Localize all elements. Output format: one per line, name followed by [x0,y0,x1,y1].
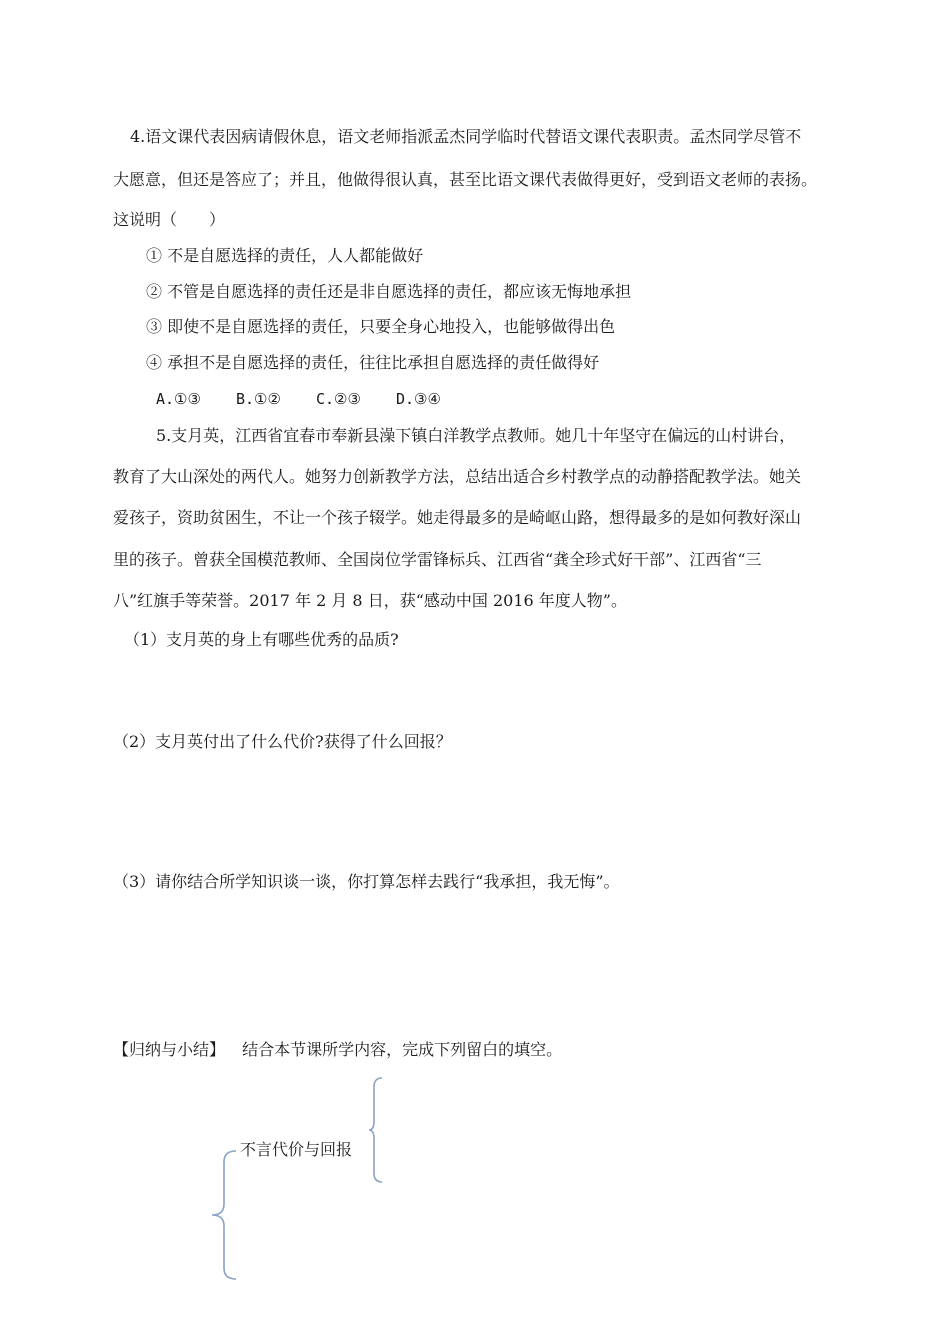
summary-heading: 【归纳与小结】 [113,1040,226,1059]
q4-option-d: D.③④ [396,390,441,408]
q4-item-4: ④ 承担不是自愿选择的责任，往往比承担自愿选择的责任做得好 [146,353,600,372]
q5-line-4: 里的孩子。曾获全国模范教师、全国岗位学雷锋标兵、江西省“龚全珍式好干部”、江西省“三 [113,550,762,569]
right-brace-top [368,1075,388,1185]
q5-line-5: 八”红旗手等荣誉。2017 年 2 月 8 日，获“感动中国 2016 年度人物”。 [113,591,627,610]
node-label: 不言代价与回报 [240,1140,353,1159]
q4-line-1: 4.语文课代表因病请假休息，语文老师指派孟杰同学临时代替语文课代表职责。孟杰同学尽管不 [130,127,802,146]
q5-line-1: 5.支月英，江西省宜春市奉新县澡下镇白洋教学点教师。她几十年坚守在偏远的山村讲台， [156,426,796,445]
q4-line-2: 大愿意，但还是答应了；并且，他做得很认真，甚至比语文课代表做得更好，受到语文老师的表扬。 [113,170,818,189]
q5-subquestion-2: （2）支月英付出了什么代价?获得了什么回报？ [113,732,452,751]
q5-subquestion-3: （3）请你结合所学知识谈一谈，你打算怎样去践行“我承担，我无悔”。 [113,872,620,891]
q4-item-3: ③ 即使不是自愿选择的责任，只要全身心地投入，也能够做得出色 [146,317,616,336]
q4-item-1: ① 不是自愿选择的责任，人人都能做好 [146,246,424,265]
left-brace-bottom [208,1148,240,1283]
q4-options [156,389,467,409]
summary-instruction: 结合本节课所学内容，完成下列留白的填空。 [242,1040,563,1059]
q4-item-2: ② 不管是自愿选择的责任还是非自愿选择的责任，都应该无悔地承担 [146,282,632,301]
q4-line-3: 这说明（ ） [113,210,226,229]
q5-line-2: 教育了大山深处的两代人。她努力创新教学方法，总结出适合乡村教学点的动静搭配教学法。她关 [113,467,802,486]
q4-option-a: A.①③ [156,390,201,408]
summary-heading-row [113,1040,562,1060]
q4-option-b: B.①② [236,390,281,408]
q5-line-3: 爱孩子，资助贫困生，不让一个孩子辍学。她走得最多的是崎岖山路，想得最多的是如何教好深山 [113,508,802,527]
q4-option-c: C.②③ [316,390,361,408]
q5-subquestion-1: （1）支月英的身上有哪些优秀的品质? [124,630,399,649]
